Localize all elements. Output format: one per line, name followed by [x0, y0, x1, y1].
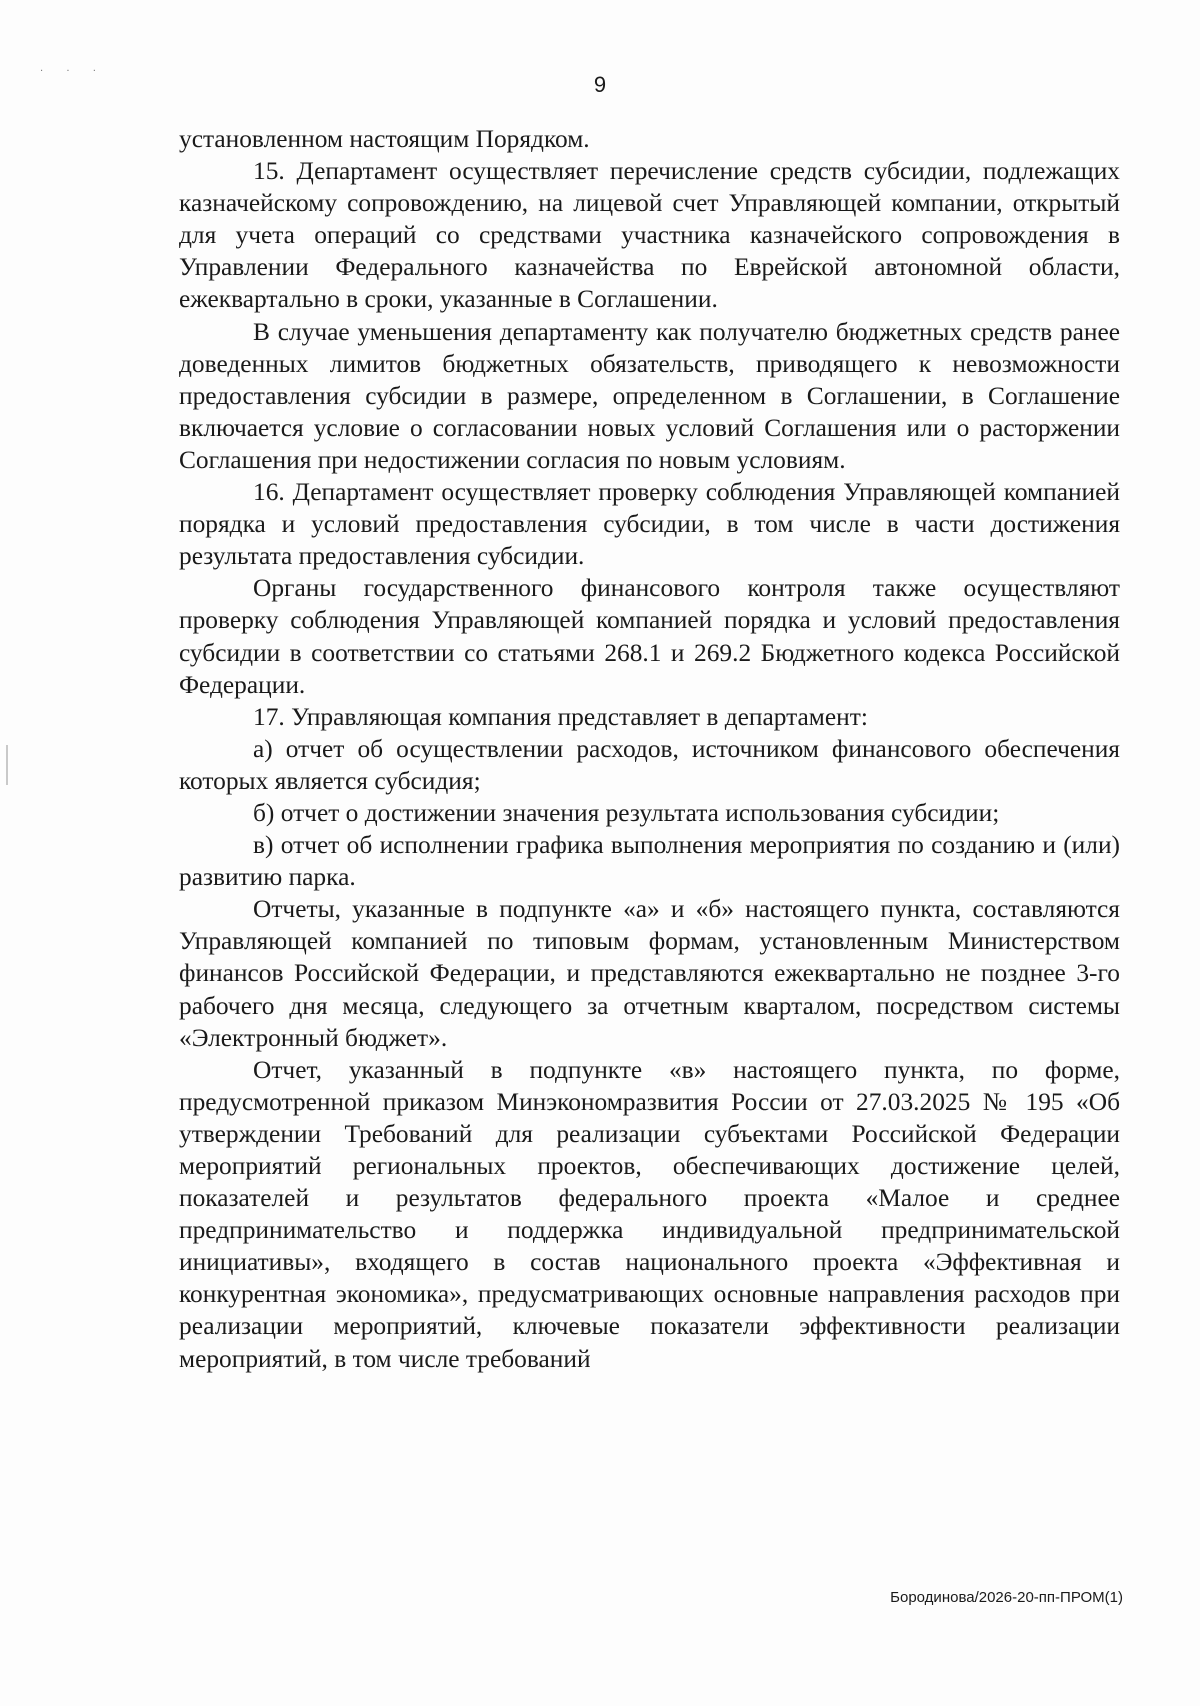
scan-specks: · · · — [40, 66, 106, 77]
paragraph-item-15: 15. Департамент осуществляет перечисление средств субсидии, подлежащих казначейскому сопровождению, на лицевой счет Управляющей компании, открытый для учета операций со средствами участника казначейского сопровождения в Управлении Федерального казначейства по Еврейской автономной области, ежеквартально в сроки, указанные в Соглашении. — [179, 157, 1120, 314]
margin-mark — [6, 745, 8, 785]
paragraph-report-v: Отчет, указанный в подпункте «в» настоящего пункта, по форме, предусмотренной приказом Минэкономразвития России от 27.03.2025 № 195 «Об утверждении Требований для реализации субъектами Российской Федерации мероприятий региональных проектов, обеспечивающих достижение целей, показателей и результатов федерального проекта «Малое и среднее предпринимательство и поддержка индивидуальной предпринимательской инициативы», входящего в состав национального проекта «Эффективная и конкурентная экономика», предусматривающих основные направления расходов при реализации мероприятий, ключевые показатели эффективности реализации мероприятий, в том числе требований — [179, 1055, 1120, 1373]
subitem-v: в) отчет об исполнении графика выполнения мероприятия по созданию и (или) развитию парка. — [179, 831, 1120, 892]
paragraph-item-17: 17. Управляющая компания представляет в департамент: — [253, 702, 868, 731]
page-number: 9 — [593, 72, 607, 97]
body-text — [179, 123, 1120, 1375]
paragraph-financial-control: Органы государственного финансового контроля также осуществляют проверку соблюдения Управляющей компанией порядка и условий предоставления субсидии в соответствии со статьями 268.1 и 269.2 Бюджетного кодекса Российской Федерации. — [179, 574, 1120, 699]
document-reference: Бородинова/2026-20-пп-ПРОМ(1) — [890, 1589, 1123, 1606]
paragraph-limits-reduction: В случае уменьшения департаменту как получателю бюджетных средств ранее доведенных лимитов бюджетных обязательств, приводящего к невозможности предоставления субсидии в размере, определенном в Соглашении, в Соглашение включается условие о согласовании новых условий Соглашения или о расторжении Соглашения при недостижении согласия по новым условиям. — [179, 317, 1120, 474]
subitem-a: а) отчет об осуществлении расходов, источником финансового обеспечения которых является субсидия; — [179, 734, 1120, 795]
paragraph-reports-a-b: Отчеты, указанные в подпункте «а» и «б» настоящего пункта, составляются Управляющей компанией по типовым формам, установленным Министерством финансов Российской Федерации, и представляются ежеквартально не позднее 3-го рабочего дня месяца, следующего за отчетным кварталом, посредством системы «Электронный бюджет». — [179, 895, 1120, 1052]
paragraph-continuation: установленном настоящим Порядком. — [179, 125, 590, 153]
paragraph-item-16: 16. Департамент осуществляет проверку соблюдения Управляющей компанией порядка и условий предоставления субсидии, в том числе в части достижения результата предоставления субсидии. — [179, 478, 1120, 571]
subitem-b: б) отчет о достижении значения результата использования субсидии; — [253, 798, 1000, 827]
